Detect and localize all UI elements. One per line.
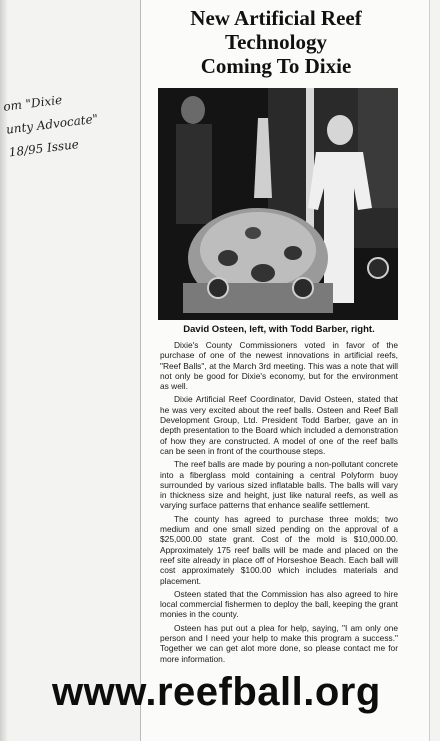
article-paragraph: Osteen stated that the Commission has also agreed to hire local commercial fishermen to deploy the ball, keeping the grant monies in the county. xyxy=(160,588,398,620)
website-watermark: www.reefball.org xyxy=(52,670,381,714)
article-body xyxy=(160,340,398,667)
article-paragraph: Osteen has put out a plea for help, saying, "I am only one person and I need your help to make this program a success." Together we can get alot more done, so please contact me for more information. xyxy=(160,622,398,664)
headline-line-2: Technology xyxy=(225,30,327,54)
handnote-line-2: unty Advocate" xyxy=(5,111,99,137)
handnote-line-1: om "Dixie xyxy=(2,92,63,114)
handwritten-source-note xyxy=(2,80,141,165)
headline-line-3: Coming To Dixie xyxy=(200,54,352,78)
article-paragraph: The county has agreed to purchase three molds; two medium and one small sized pending on the approval of a $25,000.00 state grant. Cost of the mold is $10,000.00. Approximately 175 reef balls will be made and placed on the reef site already in place off of Horseshoe Beach. Each ball will cost approximately $100.00 which includes materials and placement. xyxy=(160,513,398,586)
news-photo xyxy=(158,88,398,320)
headline-line-1: New Artificial Reef xyxy=(190,6,362,30)
photo-illustration xyxy=(158,88,398,320)
article-paragraph: Dixie Artificial Reef Coordinator, David Osteen, stated that he was very excited about the reef balls. Osteen and Reef Ball Development Group, Ltd. President Todd Barber, gave an in depth presentation to the Board which included a demonstration of how they are constructed. A model of one of the reef balls can be seen in front of the courthouse steps. xyxy=(160,394,398,456)
article-paragraph: The reef balls are made by pouring a non-pollutant concrete into a fiberglass mold containing a central Polyform buoy surrounded by various sized inflatable balls. The balls will vary in thickness size and height, just like natural reefs, as well as varying surface patterns that enhance sealife settlement. xyxy=(160,459,398,511)
headline xyxy=(150,6,402,78)
handnote-line-3: 18/95 Issue xyxy=(8,137,80,160)
article-paragraph: Dixie's County Commissioners voted in favor of the purchase of one of the newest innovations in artificial reefs, "Reef Balls", at the March 3rd meeting. This was a note that will not only be good for Dixie's economy, but for the environment as well. xyxy=(160,340,398,392)
photo-caption: David Osteen, left, with Todd Barber, right. xyxy=(183,324,375,335)
